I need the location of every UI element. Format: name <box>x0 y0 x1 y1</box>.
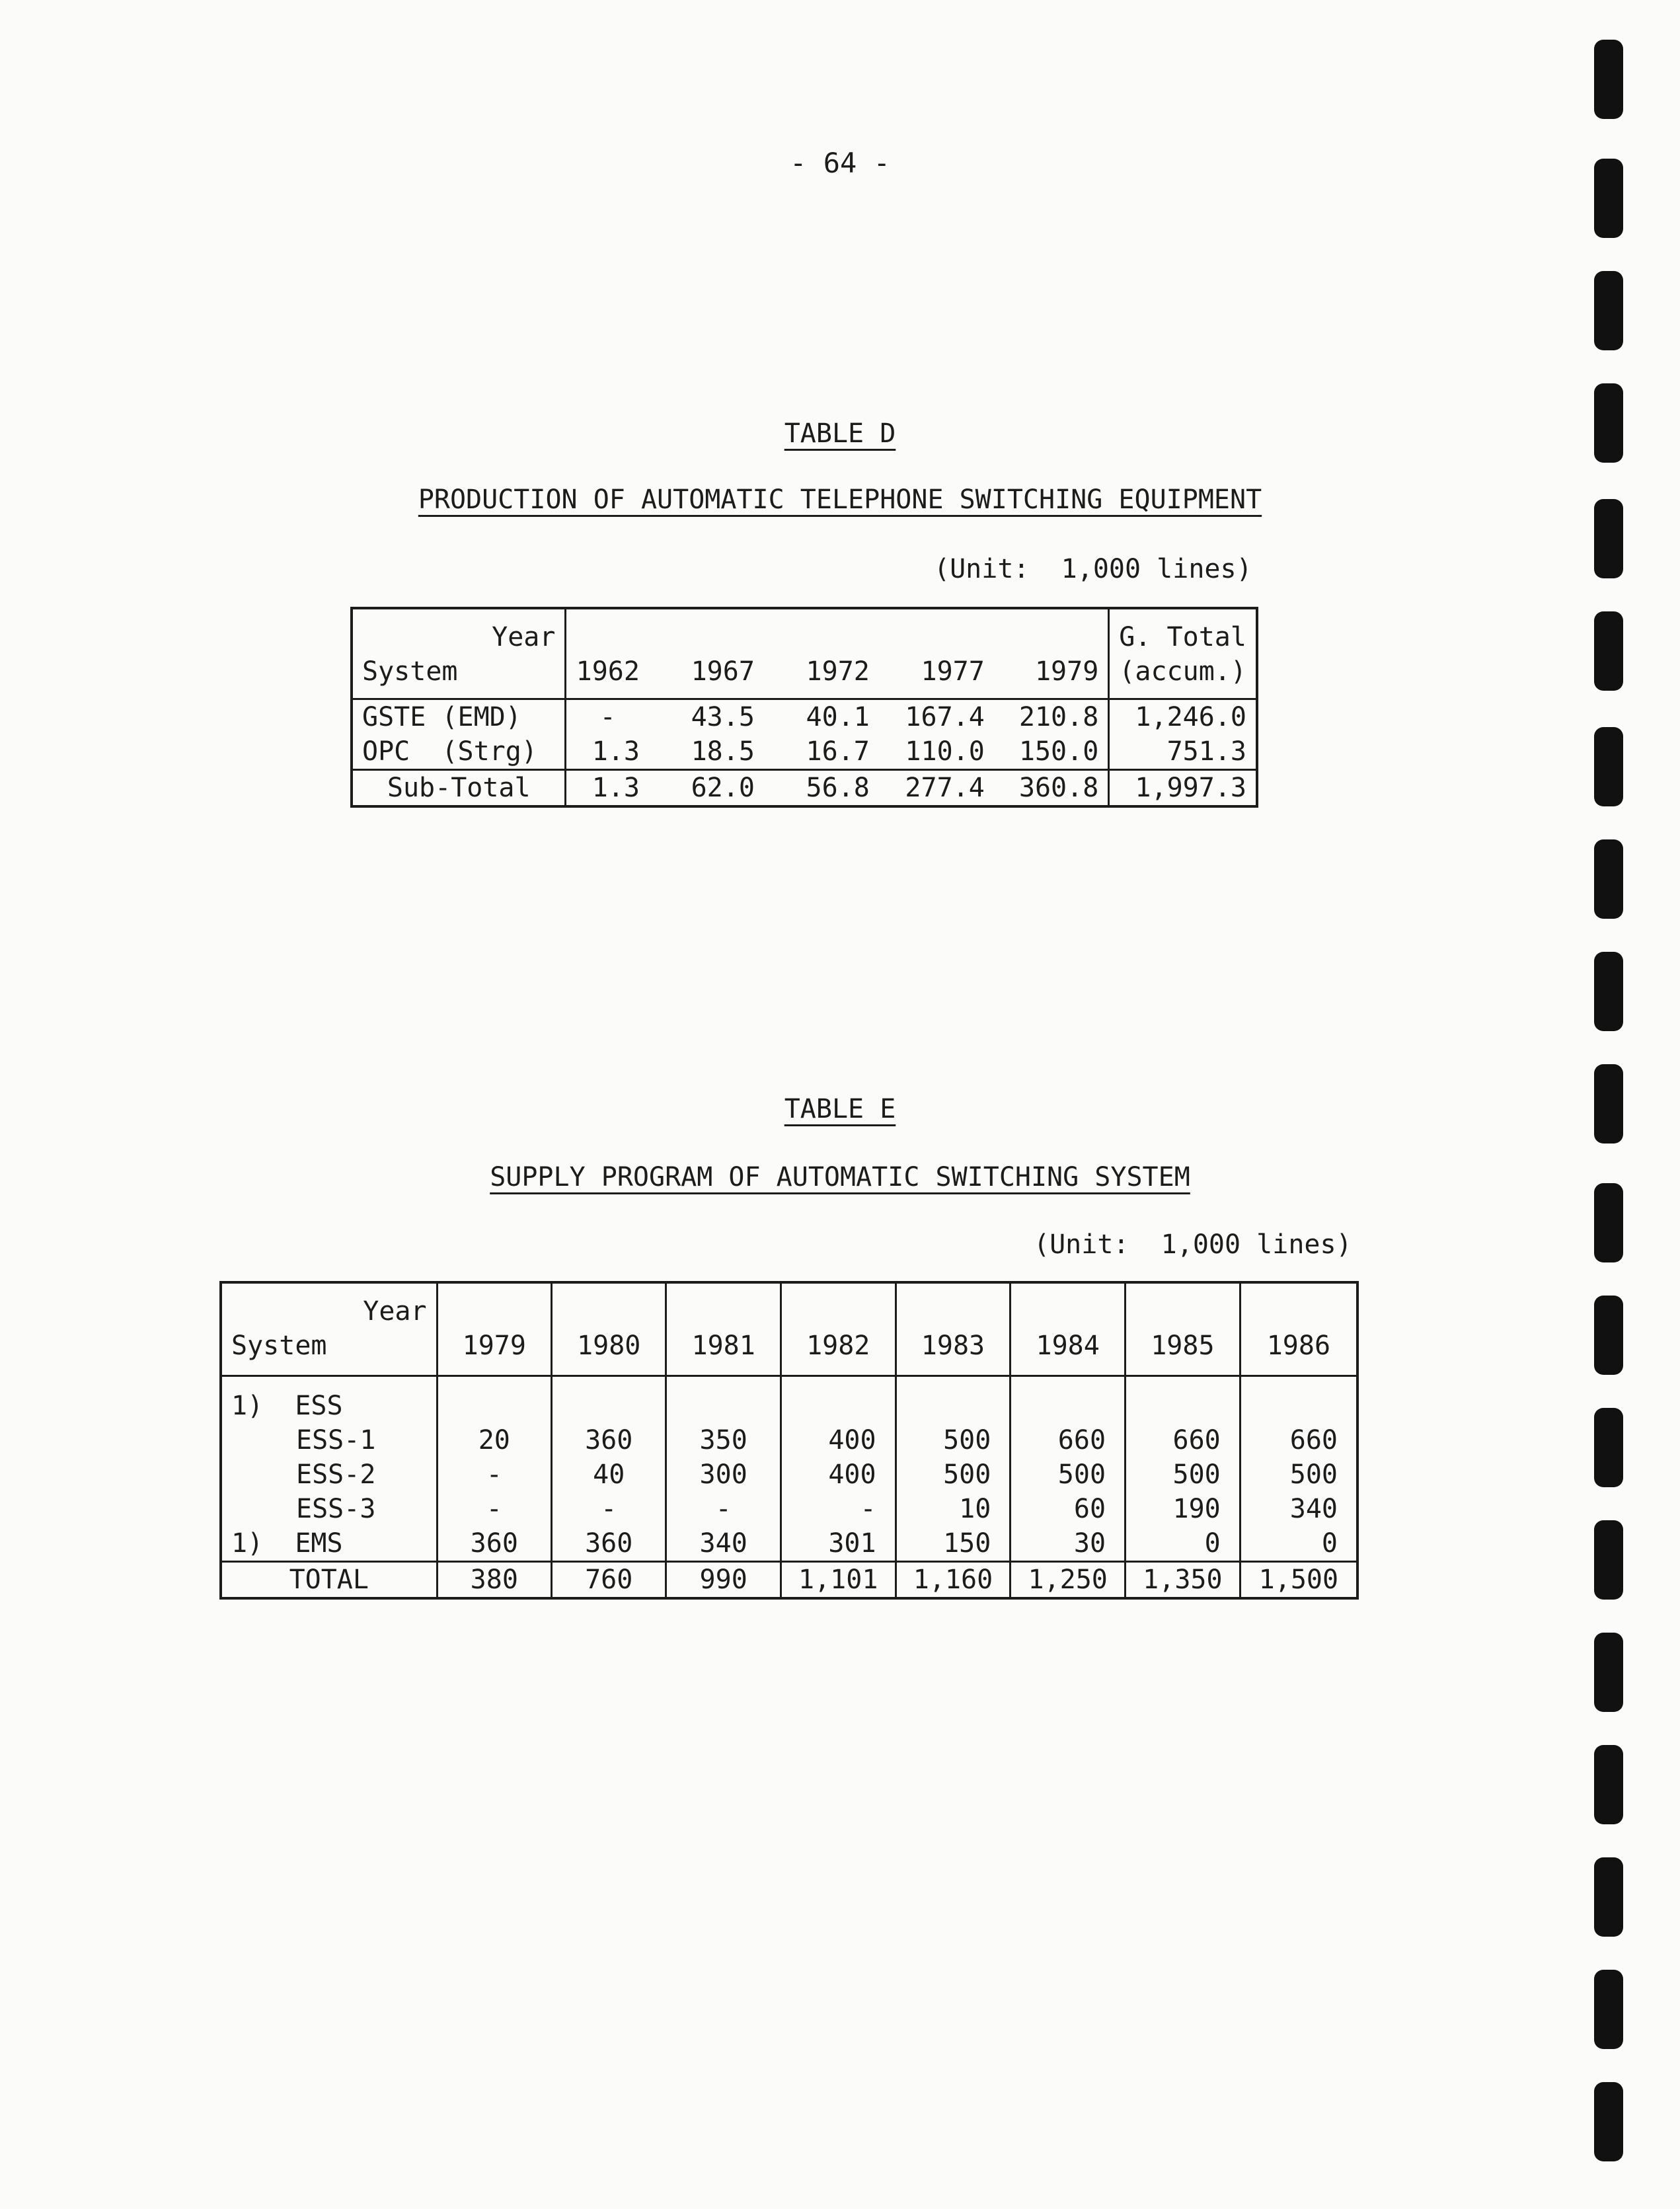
cell: 400 <box>781 1457 896 1492</box>
cell: 301 <box>781 1526 896 1562</box>
cell: 20 <box>437 1423 551 1457</box>
year-col-1984: 1984 <box>1011 1282 1126 1376</box>
cell: 43.5 <box>649 699 764 735</box>
subtotal-label: Sub-Total <box>352 770 566 807</box>
cell: 60 <box>1011 1492 1126 1526</box>
year-col-1985: 1985 <box>1126 1282 1241 1376</box>
table-d <box>350 607 1258 808</box>
cell: 990 <box>666 1562 781 1599</box>
table-e-label: TABLE E <box>784 1094 896 1124</box>
year-header: Year <box>492 622 556 652</box>
row-system: ESS-3 <box>296 1494 376 1524</box>
row-system: GSTE (EMD) <box>352 699 566 735</box>
table-row <box>221 1457 1357 1492</box>
table-row <box>352 699 1257 735</box>
year-col-1967: 1967 <box>691 656 755 687</box>
cell: 1,350 <box>1126 1562 1241 1599</box>
cell: 360 <box>437 1526 551 1562</box>
cell: 40.1 <box>764 699 879 735</box>
cell: 360 <box>552 1526 666 1562</box>
cell: 1.3 <box>566 770 649 807</box>
group-label-ess: 1) ESS <box>221 1376 437 1424</box>
cell: 1,101 <box>781 1562 896 1599</box>
table-e-title: SUPPLY PROGRAM OF AUTOMATIC SWITCHING SYSTEM <box>490 1162 1190 1192</box>
cell: 1,500 <box>1240 1562 1357 1599</box>
year-col-1979: 1979 <box>437 1282 551 1376</box>
cell: 300 <box>666 1457 781 1492</box>
cell: 500 <box>1240 1457 1357 1492</box>
cell: 10 <box>896 1492 1011 1526</box>
table-d-unit: (Unit: 1,000 lines) <box>934 554 1252 584</box>
year-col-1986: 1986 <box>1240 1282 1357 1376</box>
cell: - <box>437 1492 551 1526</box>
subtotal-row <box>352 770 1257 807</box>
cell: 150.0 <box>1018 736 1099 767</box>
cell: 167.4 <box>879 699 994 735</box>
cell: 40 <box>552 1457 666 1492</box>
table-row <box>221 1526 1357 1562</box>
cell: 1.3 <box>566 734 649 770</box>
cell: 190 <box>1126 1492 1241 1526</box>
table-row <box>352 734 1257 770</box>
cell: 210.8 <box>994 699 1109 735</box>
year-header: Year <box>363 1296 427 1327</box>
year-col-1981: 1981 <box>666 1282 781 1376</box>
grand-total-header: G. Total <box>1109 608 1257 654</box>
cell: 660 <box>1011 1423 1126 1457</box>
cell-total: 1,246.0 <box>1109 699 1257 735</box>
year-col-1983: 1983 <box>896 1282 1011 1376</box>
table-e <box>219 1281 1359 1600</box>
cell: 56.8 <box>764 770 879 807</box>
total-label: TOTAL <box>221 1562 437 1599</box>
cell: 0 <box>1126 1526 1241 1562</box>
cell: 500 <box>896 1457 1011 1492</box>
cell-total: 1,997.3 <box>1109 770 1257 807</box>
cell: - <box>781 1492 896 1526</box>
cell: 18.5 <box>691 736 755 767</box>
cell: 500 <box>1126 1457 1241 1492</box>
cell: 350 <box>666 1423 781 1457</box>
cell-total: 751.3 <box>1109 734 1257 770</box>
cell: 380 <box>437 1562 551 1599</box>
total-row <box>221 1562 1357 1599</box>
cell: - <box>437 1457 551 1492</box>
system-header: System <box>362 656 458 687</box>
grand-total-subheader: (accum.) <box>1109 654 1257 699</box>
cell: - <box>566 699 649 735</box>
cell: - <box>666 1492 781 1526</box>
year-col-1982: 1982 <box>781 1282 896 1376</box>
cell: 340 <box>1240 1492 1357 1526</box>
cell: 400 <box>781 1423 896 1457</box>
row-system: 1) EMS <box>231 1528 343 1559</box>
cell: 16.7 <box>806 736 870 767</box>
year-col-1977: 1977 <box>921 656 985 687</box>
row-system: ESS-2 <box>296 1459 376 1490</box>
cell: 660 <box>1240 1423 1357 1457</box>
cell: 360 <box>552 1423 666 1457</box>
cell: 760 <box>552 1562 666 1599</box>
system-header: System <box>231 1331 327 1361</box>
row-system: OPC (Strg) <box>362 736 537 767</box>
cell: 110.0 <box>905 736 985 767</box>
group-row <box>221 1376 1357 1424</box>
cell: 277.4 <box>879 770 994 807</box>
cell: - <box>552 1492 666 1526</box>
cell: 660 <box>1126 1423 1241 1457</box>
year-col-1972: 1972 <box>806 656 870 687</box>
table-d-label: TABLE D <box>784 418 896 449</box>
table-d-title: PRODUCTION OF AUTOMATIC TELEPHONE SWITCHING EQUIPMENT <box>418 484 1262 515</box>
cell: 500 <box>896 1423 1011 1457</box>
table-row <box>221 1492 1357 1526</box>
row-system: ESS-1 <box>296 1425 376 1455</box>
cell: 150 <box>896 1526 1011 1562</box>
year-col-1979: 1979 <box>1034 656 1099 687</box>
cell: 500 <box>1011 1457 1126 1492</box>
page-number: - 64 - <box>790 147 890 179</box>
cell: 340 <box>666 1526 781 1562</box>
cell: 0 <box>1240 1526 1357 1562</box>
cell: 360.8 <box>994 770 1109 807</box>
table-e-unit: (Unit: 1,000 lines) <box>1034 1229 1352 1260</box>
table-row <box>221 1423 1357 1457</box>
cell: 1,160 <box>896 1562 1011 1599</box>
cell: 62.0 <box>649 770 764 807</box>
cell: 1,250 <box>1011 1562 1126 1599</box>
year-col-1962: 1962 <box>566 608 649 699</box>
year-col-1980: 1980 <box>552 1282 666 1376</box>
binding-holes <box>1594 0 1640 2209</box>
cell: 30 <box>1011 1526 1126 1562</box>
